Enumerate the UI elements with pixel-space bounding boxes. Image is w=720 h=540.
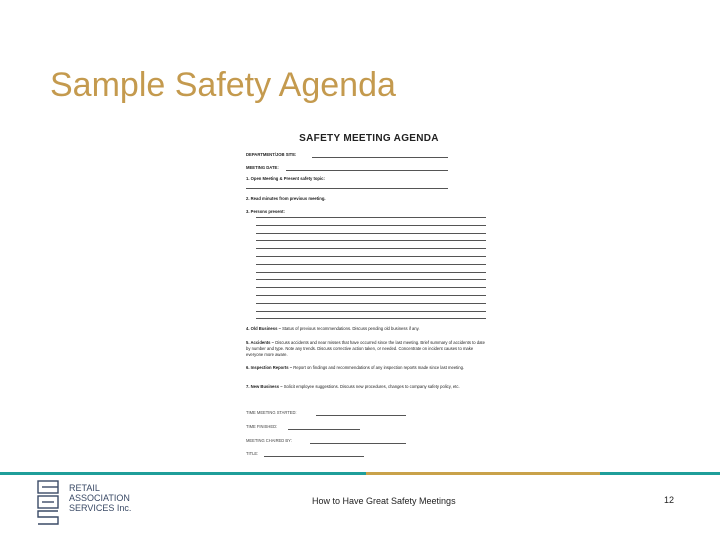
footer-bar-teal <box>0 472 366 475</box>
persons-line <box>256 233 486 234</box>
chaired-by-label: MEETING CHAIRED BY: <box>246 438 292 443</box>
title-line <box>264 456 364 457</box>
persons-line <box>256 272 486 273</box>
page-number: 12 <box>664 495 675 505</box>
agenda-item-4: 4. Old Business – Status of previous recommendations. Discuss pending old business if any. <box>246 326 420 331</box>
department-label: DEPARTMENT/JOB SITE: <box>246 152 297 157</box>
footer-bar-teal-right <box>600 472 720 475</box>
ras-logo <box>37 480 147 526</box>
persons-line <box>256 318 486 319</box>
persons-line <box>256 240 486 241</box>
logo-line-1: RETAIL <box>69 483 100 493</box>
logo-line-2: ASSOCIATION <box>69 493 130 503</box>
agenda-document-image <box>244 130 494 464</box>
agenda-item-3: 3. Persons present: <box>246 209 285 214</box>
persons-line <box>256 287 486 288</box>
title-label: TITLE: <box>246 451 259 456</box>
logo-text <box>69 483 131 513</box>
topic-line <box>246 188 448 189</box>
persons-line <box>256 303 486 304</box>
slide-title: Sample Safety Agenda <box>50 66 396 104</box>
time-started-label: TIME MEETING STARTED: <box>246 410 297 415</box>
agenda-item-5: 5. Accidents – Discuss accidents and near misses that have occurred since the last meeting. Brief summary of accidents to date by number and type. Note any trends. Discuss corrective action taken, or needed. Concentrate on incident causes to make everyone more aware. <box>246 340 485 357</box>
chaired-by-line <box>310 443 406 444</box>
footer-bar-gold <box>366 472 600 475</box>
time-started-line <box>316 415 406 416</box>
department-line <box>312 157 448 158</box>
logo-line-3: SERVICES Inc. <box>69 503 132 513</box>
agenda-item-7: 7. New Business – Solicit employee suggestions. Discuss new procedures, changes to company safety policy, etc. <box>246 384 460 389</box>
ras-logo-mark-icon <box>37 480 61 526</box>
footer-caption: How to Have Great Safety Meetings <box>312 496 456 506</box>
persons-line <box>256 311 486 312</box>
meeting-date-line <box>286 170 448 171</box>
persons-line <box>256 279 486 280</box>
meeting-date-label: MEETING DATE: <box>246 165 279 170</box>
agenda-item-2: 2. Read minutes from previous meeting. <box>246 196 326 201</box>
document-title: SAFETY MEETING AGENDA <box>299 133 439 144</box>
time-finished-label: TIME FINISHED: <box>246 424 278 429</box>
agenda-item-6: 6. Inspection Reports – Report on findings and recommendations of any inspection reports made since last meeting. <box>246 365 465 370</box>
persons-line <box>256 225 486 226</box>
persons-line <box>256 264 486 265</box>
persons-line <box>256 248 486 249</box>
persons-line <box>256 256 486 257</box>
time-finished-line <box>288 429 360 430</box>
agenda-item-1: 1. Open Meeting & Present safety topic: <box>246 176 325 181</box>
persons-line <box>256 217 486 218</box>
persons-line <box>256 295 486 296</box>
